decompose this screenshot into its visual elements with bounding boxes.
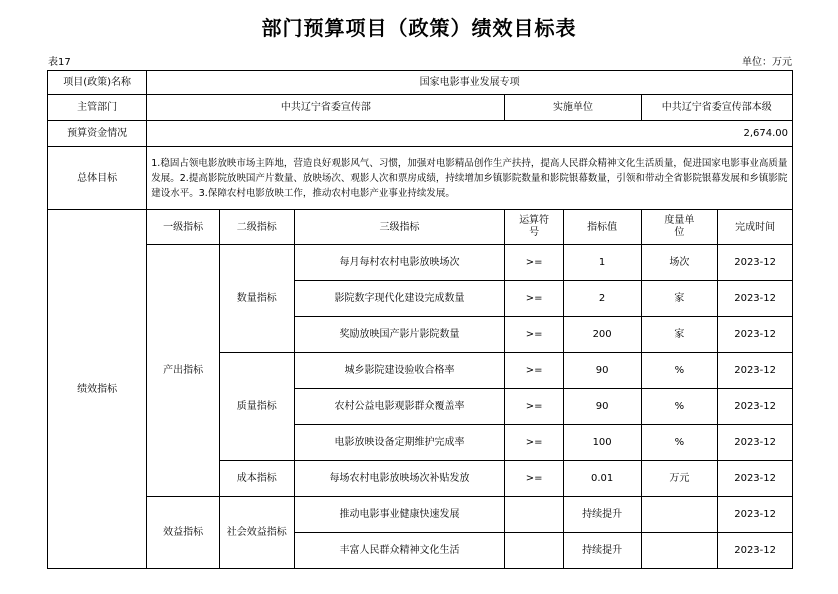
row-unit: % <box>641 425 718 461</box>
page-title: 部门预算项目（政策）绩效目标表 <box>261 16 577 40</box>
quality-label: 质量指标 <box>219 353 294 461</box>
row-time: 2023-12 <box>718 533 793 569</box>
row-val: 90 <box>563 353 641 389</box>
dept-label: 主管部门 <box>48 95 147 121</box>
budget-label: 预算资金情况 <box>48 121 147 147</box>
row-time: 2023-12 <box>718 353 793 389</box>
impl-unit-label: 实施单位 <box>505 95 641 121</box>
row-time: 2023-12 <box>718 281 793 317</box>
table-row: 城乡影院建设验收合格率 <box>294 353 505 389</box>
header-l1: 一级指标 <box>147 210 220 245</box>
goal-label: 总体目标 <box>48 147 147 210</box>
project-name-label: 项目(政策)名称 <box>48 71 147 95</box>
table-row: 奖励放映国产影片影院数量 <box>294 317 505 353</box>
table-row: 推动电影事业健康快速发展 <box>294 497 505 533</box>
row-op: >= <box>505 389 563 425</box>
row-val: 持续提升 <box>563 497 641 533</box>
row-val: 90 <box>563 389 641 425</box>
row-time: 2023-12 <box>718 425 793 461</box>
row-val: 100 <box>563 425 641 461</box>
table-row: 农村公益电影观影群众覆盖率 <box>294 389 505 425</box>
row-val: 1 <box>563 245 641 281</box>
table-number: 表17 <box>48 57 71 68</box>
table-row: 电影放映设备定期维护完成率 <box>294 425 505 461</box>
output-label: 产出指标 <box>147 245 220 497</box>
header-l3: 三级指标 <box>294 210 505 245</box>
row-unit: % <box>641 389 718 425</box>
header-op: 运算符号 <box>505 210 563 245</box>
header-time: 完成时间 <box>718 210 793 245</box>
row-op <box>505 497 563 533</box>
row-op: >= <box>505 317 563 353</box>
row-unit: 家 <box>641 317 718 353</box>
row-unit: 万元 <box>641 461 718 497</box>
cost-label: 成本指标 <box>219 461 294 497</box>
row-time: 2023-12 <box>718 461 793 497</box>
quantity-label: 数量指标 <box>219 245 294 353</box>
row-op: >= <box>505 353 563 389</box>
row-op: >= <box>505 425 563 461</box>
row-unit: 场次 <box>641 245 718 281</box>
unit-label: 单位：万元 <box>742 57 792 68</box>
row-val: 持续提升 <box>563 533 641 569</box>
header-val: 指标值 <box>563 210 641 245</box>
table-row: 每月每村农村电影放映场次 <box>294 245 505 281</box>
row-time: 2023-12 <box>718 245 793 281</box>
row-op: >= <box>505 461 563 497</box>
impl-unit-value: 中共辽宁省委宣传部本级 <box>641 95 793 121</box>
goal-text: 1.稳固占领电影放映市场主阵地，营造良好观影风气、习惯，加强对电影精品创作生产扶持，提高人民群众精神文化生活质量，促进国家电影事业高质量发展。2.提高影院放映国产片数量、放映场次、观影人次和票房成绩，持续增加乡镇影院数量和影院银幕数量，引领和带动全省影院银幕发展和乡镇影院建设水平。3.保障农村电影放映工作，推动农村电影产业事业持续发展。 <box>147 147 793 210</box>
header-l2: 二级指标 <box>219 210 294 245</box>
table-row: 影院数字现代化建设完成数量 <box>294 281 505 317</box>
row-val: 2 <box>563 281 641 317</box>
row-val: 0.01 <box>563 461 641 497</box>
row-time: 2023-12 <box>718 389 793 425</box>
row-op: >= <box>505 245 563 281</box>
row-val: 200 <box>563 317 641 353</box>
social-benefit-label: 社会效益指标 <box>219 497 294 569</box>
performance-table <box>47 70 793 569</box>
header-unit: 度量单位 <box>641 210 718 245</box>
table-row: 每场农村电影放映场次补贴发放 <box>294 461 505 497</box>
dept-value: 中共辽宁省委宣传部 <box>147 95 505 121</box>
table-row: 丰富人民群众精神文化生活 <box>294 533 505 569</box>
benefit-label: 效益指标 <box>147 497 220 569</box>
row-time: 2023-12 <box>718 497 793 533</box>
row-unit: % <box>641 353 718 389</box>
perf-label: 绩效指标 <box>48 210 147 569</box>
row-op: >= <box>505 281 563 317</box>
row-time: 2023-12 <box>718 317 793 353</box>
row-unit <box>641 533 718 569</box>
row-unit <box>641 497 718 533</box>
row-op <box>505 533 563 569</box>
row-unit: 家 <box>641 281 718 317</box>
budget-value: 2,674.00 <box>147 121 793 147</box>
project-name-value: 国家电影事业发展专项 <box>147 71 793 95</box>
